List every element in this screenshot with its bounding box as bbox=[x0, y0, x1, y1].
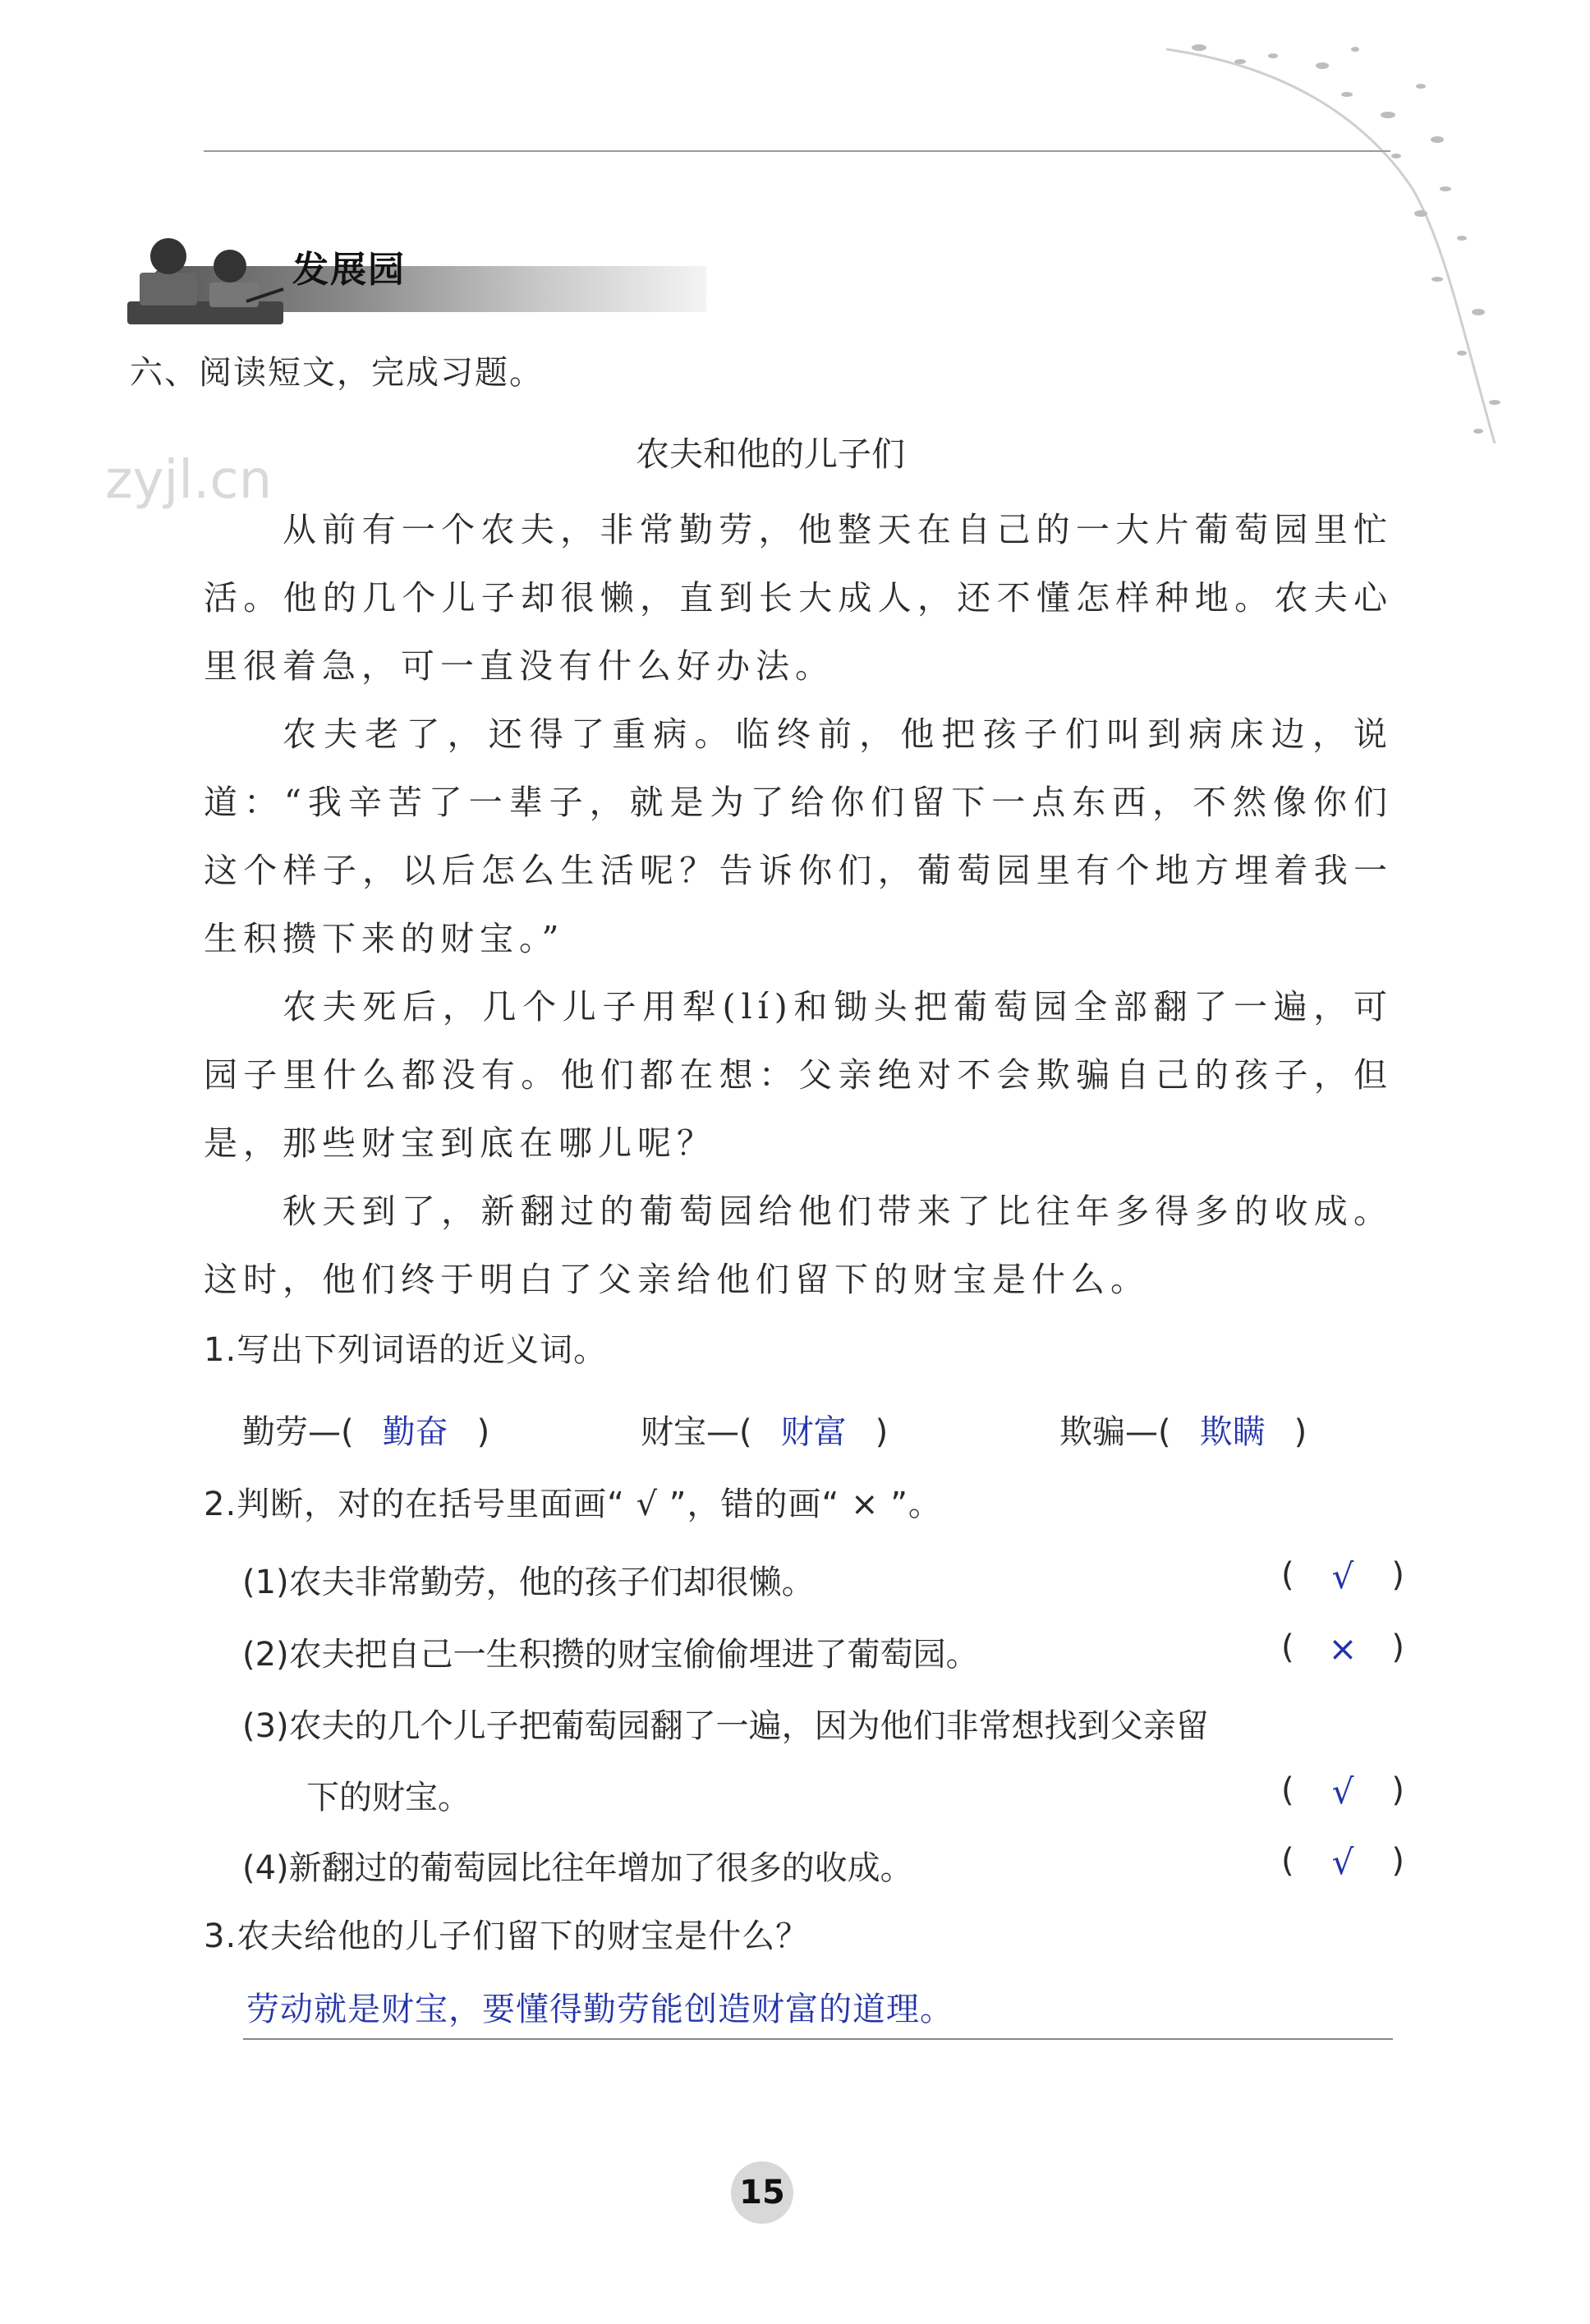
check-mark: √ bbox=[1331, 1771, 1354, 1812]
check-mark: √ bbox=[1331, 1556, 1354, 1596]
section-banner bbox=[123, 223, 698, 330]
section-heading: 六、阅读短文，完成习题。 bbox=[130, 354, 544, 392]
passage-paragraph: 秋天到了，新翻过的葡萄园给他们带来了比往年多得多的收成。这时，他们终于明白了父亲给他们留下的财宝是什么。 bbox=[204, 1192, 1393, 1299]
synonym-close: ) bbox=[875, 1413, 889, 1451]
question-2-prompt: 2.判断，对的在括号里面画“ √ ”，错的画“ × ”。 bbox=[204, 1486, 942, 1523]
question-3-prompt: 3.农夫给他的儿子们留下的财宝是什么？ bbox=[204, 1918, 810, 1955]
passage-paragraph: 农夫老了，还得了重病。临终前，他把孩子们叫到病床边，说道：“我辛苦了一辈子，就是为了给你们留下一点东西，不然像你们这个样子，以后怎么生活呢？告诉你们，葡萄园里有个地方埋着我一生积攒下来的财宝。” bbox=[204, 714, 1393, 958]
answer-bracket bbox=[1281, 1628, 1404, 1669]
passage bbox=[204, 496, 1393, 1314]
synonym-word: 财宝—( bbox=[641, 1413, 752, 1451]
judgement-text-continued: 下的财宝。 bbox=[306, 1779, 471, 1816]
synonym-item bbox=[1059, 1406, 1307, 1453]
synonym-answer: 勤奋 bbox=[382, 1413, 448, 1451]
synonym-word: 欺骗—( bbox=[1059, 1413, 1171, 1451]
judgement-text: (4)新翻过的葡萄园比往年增加了很多的收成。 bbox=[242, 1849, 913, 1887]
leaf-decoration bbox=[1150, 16, 1544, 476]
passage-paragraph: 农夫死后，几个儿子用犁(lí)和锄头把葡萄园全部翻了一遍，可园子里什么都没有。他们都在想：父亲绝对不会欺骗自己的孩子，但是，那些财宝到底在哪儿呢？ bbox=[204, 987, 1393, 1163]
bracket-open: ( bbox=[1281, 1628, 1294, 1666]
bracket-close: ) bbox=[1391, 1771, 1404, 1809]
question-3-answer: 劳动就是财宝，要懂得勤劳能创造财富的道理。 bbox=[246, 1991, 954, 2028]
judgement-text: (3)农夫的几个儿子把葡萄园翻了一遍，因为他们非常想找到父亲留 bbox=[242, 1707, 1209, 1745]
bracket-open: ( bbox=[1281, 1771, 1294, 1809]
question-1-prompt: 1.写出下列词语的近义词。 bbox=[204, 1331, 608, 1369]
banner-title: 发展园 bbox=[292, 249, 406, 291]
judgement-text: (1)农夫非常勤劳，他的孩子们却很懒。 bbox=[242, 1564, 815, 1601]
story-title-text: 农夫和他的儿子们 bbox=[636, 434, 905, 474]
page-number: 15 bbox=[731, 2161, 793, 2224]
synonym-item bbox=[641, 1406, 888, 1453]
judgement-item bbox=[242, 1556, 1404, 1603]
bracket-close: ) bbox=[1391, 1556, 1404, 1594]
synonym-item bbox=[242, 1406, 489, 1453]
judgement-text: (2)农夫把自己一生积攒的财宝偷偷埋进了葡萄园。 bbox=[242, 1636, 979, 1674]
bracket-close: ) bbox=[1391, 1628, 1404, 1666]
top-rule bbox=[204, 150, 1390, 152]
synonym-close: ) bbox=[1294, 1413, 1307, 1451]
reading-kids-icon bbox=[123, 223, 287, 330]
bracket-open: ( bbox=[1281, 1556, 1294, 1594]
judgement-item bbox=[242, 1628, 1404, 1675]
check-mark: √ bbox=[1331, 1842, 1354, 1882]
passage-paragraph: 从前有一个农夫，非常勤劳，他整天在自己的一大片葡萄园里忙活。他的几个儿子却很懒，直到长大成人，还不懂怎样种地。农夫心里很着急，可一直没有什么好办法。 bbox=[204, 510, 1393, 686]
answer-bracket bbox=[1281, 1771, 1404, 1812]
synonym-close: ) bbox=[476, 1413, 490, 1451]
bracket-open: ( bbox=[1281, 1842, 1294, 1880]
watermark: zyjl.cn bbox=[105, 450, 273, 511]
synonym-answer: 财富 bbox=[780, 1413, 847, 1451]
answer-line bbox=[243, 2038, 1393, 2040]
judgement-item bbox=[242, 1700, 1404, 1816]
story-title bbox=[0, 427, 1590, 475]
judgement-item bbox=[242, 1842, 1404, 1889]
cross-mark: × bbox=[1328, 1628, 1358, 1669]
synonym-answer: 欺瞒 bbox=[1199, 1413, 1266, 1451]
answer-bracket bbox=[1281, 1556, 1404, 1596]
bracket-close: ) bbox=[1391, 1842, 1404, 1880]
answer-bracket bbox=[1281, 1842, 1404, 1882]
synonym-word: 勤劳—( bbox=[242, 1413, 354, 1451]
